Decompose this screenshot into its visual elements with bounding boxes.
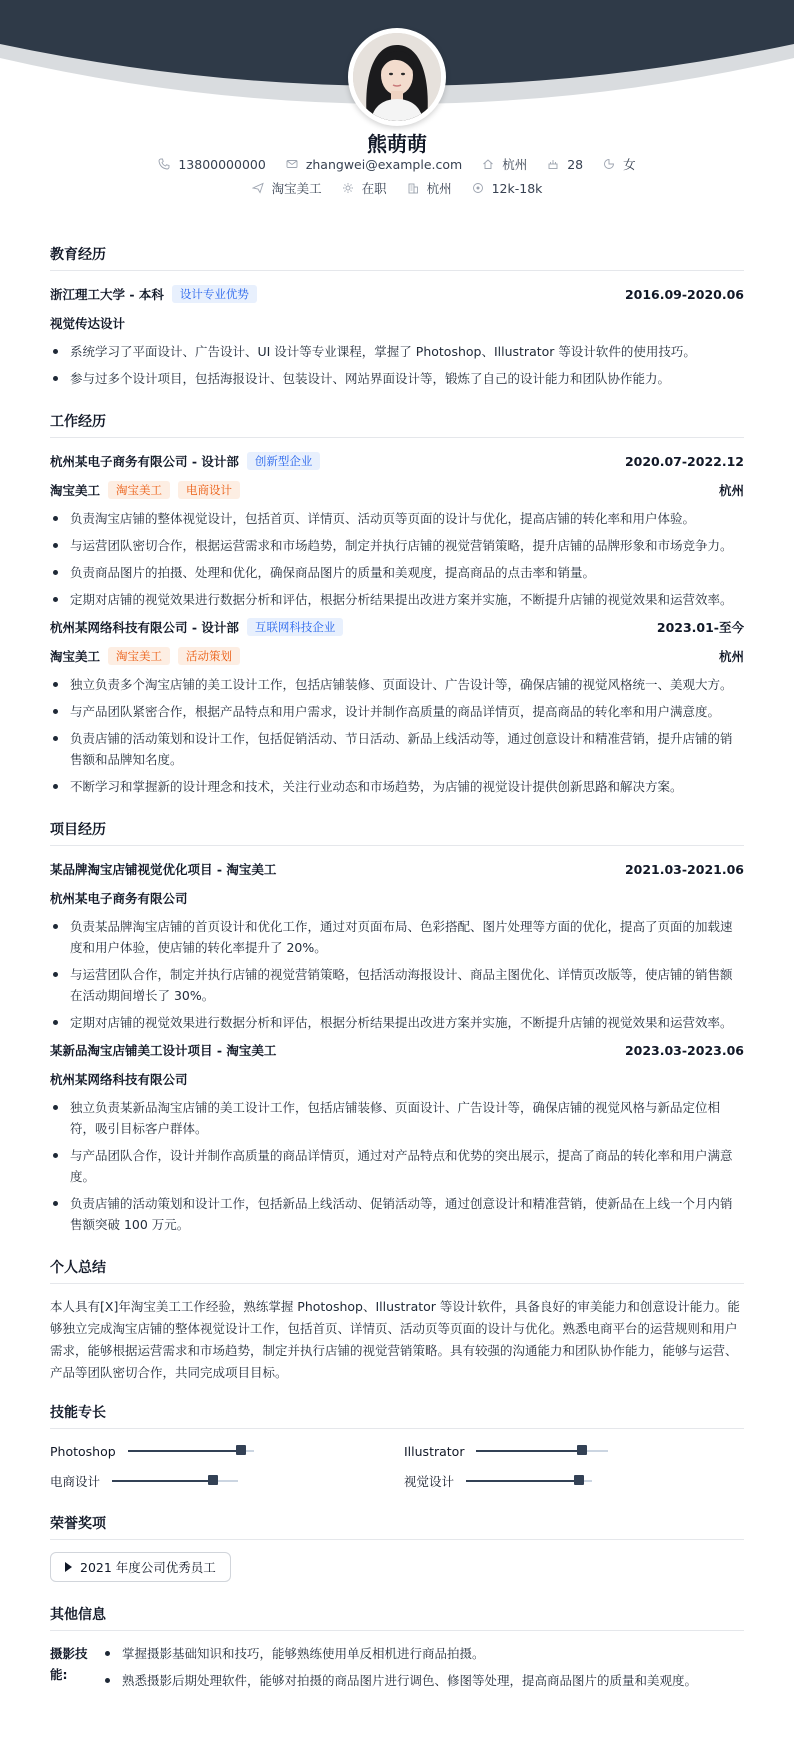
skill-item <box>404 1471 744 1491</box>
skill-name: Illustrator <box>404 1443 465 1459</box>
list-item: 与产品团队合作，设计并制作高质量的商品详情页，通过对产品特点和优势的突出展示，提高了商品的转化率和用户满意度。 <box>50 1145 744 1187</box>
other-bullets <box>102 1643 744 1697</box>
work-title: 工作经历 <box>50 411 744 438</box>
project-name: 某品牌淘宝店铺视觉优化项目 - 淘宝美工 <box>50 862 277 877</box>
project-head <box>50 858 744 880</box>
major <box>50 313 744 333</box>
job-target-text: 淘宝美工 <box>271 181 322 196</box>
list-item: 与运营团队合作，制定并执行店铺的视觉营销策略，包括活动海报设计、商品主图优化、详情页改版等，使店铺的销售额在活动期间增长了 30%。 <box>50 964 744 1006</box>
list-item: 熟悉摄影后期处理软件，能够对拍摄的商品图片进行调色、修图等处理，提高商品图片的质量和美观度。 <box>102 1670 744 1691</box>
skill-bar <box>128 1450 254 1452</box>
status-text: 在职 <box>361 181 387 196</box>
settings-icon <box>342 182 354 194</box>
avatar <box>348 28 446 126</box>
send-icon <box>252 182 264 194</box>
building-icon <box>407 182 419 194</box>
job-date: 2023.01-至今 <box>656 620 744 635</box>
skill-bar <box>466 1480 592 1482</box>
profile-photo <box>353 33 441 121</box>
age-text: 28 <box>567 156 584 172</box>
skill-item <box>50 1471 404 1491</box>
skill-bar <box>476 1450 608 1452</box>
gender-info <box>603 155 636 173</box>
skill-fill <box>128 1450 241 1452</box>
cake-icon <box>547 158 559 170</box>
gender-text: 女 <box>623 157 636 172</box>
list-item: 定期对店铺的视觉效果进行数据分析和评估，根据分析结果提出改进方案并实施，不断提升店铺的视觉效果和运营效率。 <box>50 589 744 610</box>
work-section <box>50 411 744 797</box>
intent-row <box>0 178 794 198</box>
projects-section <box>50 819 744 1235</box>
company-name: 杭州某网络科技有限公司 - 设计部 <box>50 620 239 635</box>
other-section <box>50 1604 744 1697</box>
major-text: 视觉传达设计 <box>50 316 126 331</box>
list-item: 定期对店铺的视觉效果进行数据分析和评估，根据分析结果提出改进方案并实施，不断提升店铺的视觉效果和运营效率。 <box>50 1012 744 1033</box>
skill-name: Photoshop <box>50 1443 116 1459</box>
email-info <box>286 157 462 172</box>
other-label: 摄影技能: <box>50 1646 88 1682</box>
skill-name: 视觉设计 <box>404 1474 455 1489</box>
salary-info <box>472 181 543 196</box>
school-name: 浙江理工大学 - 本科 <box>50 287 164 302</box>
list-item: 负责商品图片的拍摄、处理和优化，确保商品图片的质量和美观度，提高商品的点击率和销量。 <box>50 562 744 583</box>
list-item: 参与过多个设计项目，包括海报设计、包装设计、网站界面设计等，锻炼了自己的设计能力和团队协作能力。 <box>50 368 744 389</box>
job-head <box>50 616 744 638</box>
skill-knob <box>577 1445 587 1455</box>
skill-fill <box>112 1480 213 1482</box>
job-role: 淘宝美工 <box>50 649 101 664</box>
role-tag: 电商设计 <box>178 481 240 499</box>
summary-text: 本人具有[X]年淘宝美工工作经验，熟练掌握 Photoshop、Illustrator 等设计软件，具备良好的审美能力和创意设计能力。能够独立完成淘宝店铺的整体视觉设计工作，包括首页、详情页、活动页等页面的设计与优化。熟悉电商平台的运营规则和用户需求，能够根据运营需求和市场趋势，制定并执行店铺的视觉营销策略。具有较强的沟通能力和团队协作能力，能够与运营、产品等团队密切合作，共同完成项目目标。 <box>50 1299 740 1380</box>
education-bullets <box>50 341 744 389</box>
projects-title: 项目经历 <box>50 819 744 846</box>
salary-text: 12k-18k <box>491 180 543 196</box>
role-tag: 淘宝美工 <box>108 647 170 665</box>
skill-fill <box>476 1450 582 1452</box>
company-name: 杭州某电子商务有限公司 - 设计部 <box>50 454 239 469</box>
project-company-text: 杭州某网络科技有限公司 <box>50 1072 188 1087</box>
skill-item <box>404 1441 744 1461</box>
summary-section <box>50 1257 744 1384</box>
list-item: 与产品团队紧密合作，根据产品特点和用户需求，设计并制作高质量的商品详情页，提高商品的转化率和用户满意度。 <box>50 701 744 722</box>
city-info <box>482 155 527 173</box>
education-title: 教育经历 <box>50 244 744 271</box>
job-role-row <box>50 646 744 666</box>
company-tag: 创新型企业 <box>247 452 321 470</box>
honors-section <box>50 1513 744 1582</box>
skills-title: 技能专长 <box>50 1402 744 1429</box>
candidate-name: 熊萌萌 <box>367 132 427 156</box>
summary-title: 个人总结 <box>50 1257 744 1284</box>
skill-knob <box>236 1445 246 1455</box>
other-row <box>50 1643 744 1697</box>
skill-knob <box>574 1475 584 1485</box>
skill-bar <box>112 1480 238 1482</box>
education-entry-head <box>50 283 744 305</box>
target-city-info <box>407 179 452 197</box>
education-tag: 设计专业优势 <box>172 285 257 303</box>
honors-title: 荣誉奖项 <box>50 1513 744 1540</box>
skills-grid <box>50 1441 744 1491</box>
list-item: 不断学习和掌握新的设计理念和技术，关注行业动态和市场趋势，为店铺的视觉设计提供创新思路和解决方案。 <box>50 776 744 797</box>
project-date: 2023.03-2023.06 <box>624 1042 744 1058</box>
resume-content <box>50 244 744 1711</box>
email-text: zhangwei@example.com <box>305 156 463 172</box>
list-item: 独立负责某新品淘宝店铺的美工设计工作，包括店铺装修、页面设计、广告设计等，确保店铺的视觉风格与新品定位相符，吸引目标客户群体。 <box>50 1097 744 1139</box>
phone-text: 13800000000 <box>178 156 266 172</box>
status-info <box>342 179 387 197</box>
skill-name: 电商设计 <box>50 1474 101 1489</box>
skill-knob <box>208 1475 218 1485</box>
project-company-text: 杭州某电子商务有限公司 <box>50 891 188 906</box>
caret-right-icon <box>65 1562 72 1572</box>
project-bullets <box>50 1097 744 1235</box>
job-target-info <box>252 179 322 197</box>
job-role-row <box>50 480 744 500</box>
other-title: 其他信息 <box>50 1604 744 1631</box>
list-item: 掌握摄影基础知识和技巧，能够熟练使用单反相机进行商品拍摄。 <box>102 1643 744 1664</box>
list-item: 负责店铺的活动策划和设计工作，包括新品上线活动、促销活动等，通过创意设计和精准营销，使新品在上线一个月内销售额突破 100 万元。 <box>50 1193 744 1235</box>
mail-icon <box>286 158 298 170</box>
list-item: 独立负责多个淘宝店铺的美工设计工作，包括店铺装修、页面设计、广告设计等，确保店铺的视觉风格统一、美观大方。 <box>50 674 744 695</box>
skill-item <box>50 1441 404 1461</box>
list-item: 与运营团队密切合作，根据运营需求和市场趋势，制定并执行店铺的视觉营销策略，提升店铺的品牌形象和市场竞争力。 <box>50 535 744 556</box>
target-city-text: 杭州 <box>426 181 452 196</box>
home-icon <box>482 158 494 170</box>
role-tag: 淘宝美工 <box>108 481 170 499</box>
role-tag: 活动策划 <box>178 647 240 665</box>
education-date: 2016.09-2020.06 <box>624 286 744 302</box>
city-text: 杭州 <box>502 157 528 172</box>
job-date: 2020.07-2022.12 <box>624 453 744 469</box>
education-section <box>50 244 744 389</box>
project-company <box>50 888 744 908</box>
skill-fill <box>466 1480 579 1482</box>
job-role: 淘宝美工 <box>50 483 101 498</box>
phone-icon <box>158 158 170 170</box>
job-bullets <box>50 674 744 797</box>
project-name: 某新品淘宝店铺美工设计项目 - 淘宝美工 <box>50 1043 277 1058</box>
job-bullets <box>50 508 744 610</box>
phone-info <box>158 157 265 172</box>
project-company <box>50 1069 744 1089</box>
job-city: 杭州 <box>718 649 744 664</box>
project-bullets <box>50 916 744 1033</box>
coin-icon <box>472 182 484 194</box>
list-item: 负责淘宝店铺的整体视觉设计，包括首页、详情页、活动页等页面的设计与优化，提高店铺的转化率和用户体验。 <box>50 508 744 529</box>
age-info <box>547 157 583 172</box>
award-item[interactable] <box>50 1552 231 1582</box>
list-item: 系统学习了平面设计、广告设计、UI 设计等专业课程，掌握了 Photoshop、Illustrator 等设计软件的使用技巧。 <box>50 341 744 362</box>
project-date: 2021.03-2021.06 <box>624 861 744 877</box>
project-head <box>50 1039 744 1061</box>
job-city: 杭州 <box>718 483 744 498</box>
gender-icon <box>603 158 615 170</box>
job-head <box>50 450 744 472</box>
list-item: 负责店铺的活动策划和设计工作，包括促销活动、节日活动、新品上线活动等，通过创意设计和精准营销，提升店铺的销售额和品牌知名度。 <box>50 728 744 770</box>
company-tag: 互联网科技企业 <box>247 618 344 636</box>
award-text: 2021 年度公司优秀员工 <box>80 1560 216 1575</box>
skills-section <box>50 1402 744 1491</box>
contact-row <box>0 154 794 174</box>
list-item: 负责某品牌淘宝店铺的首页设计和优化工作，通过对页面布局、色彩搭配、图片处理等方面的优化，提高了页面的加载速度和用户体验，使店铺的转化率提升了 20%。 <box>50 916 744 958</box>
